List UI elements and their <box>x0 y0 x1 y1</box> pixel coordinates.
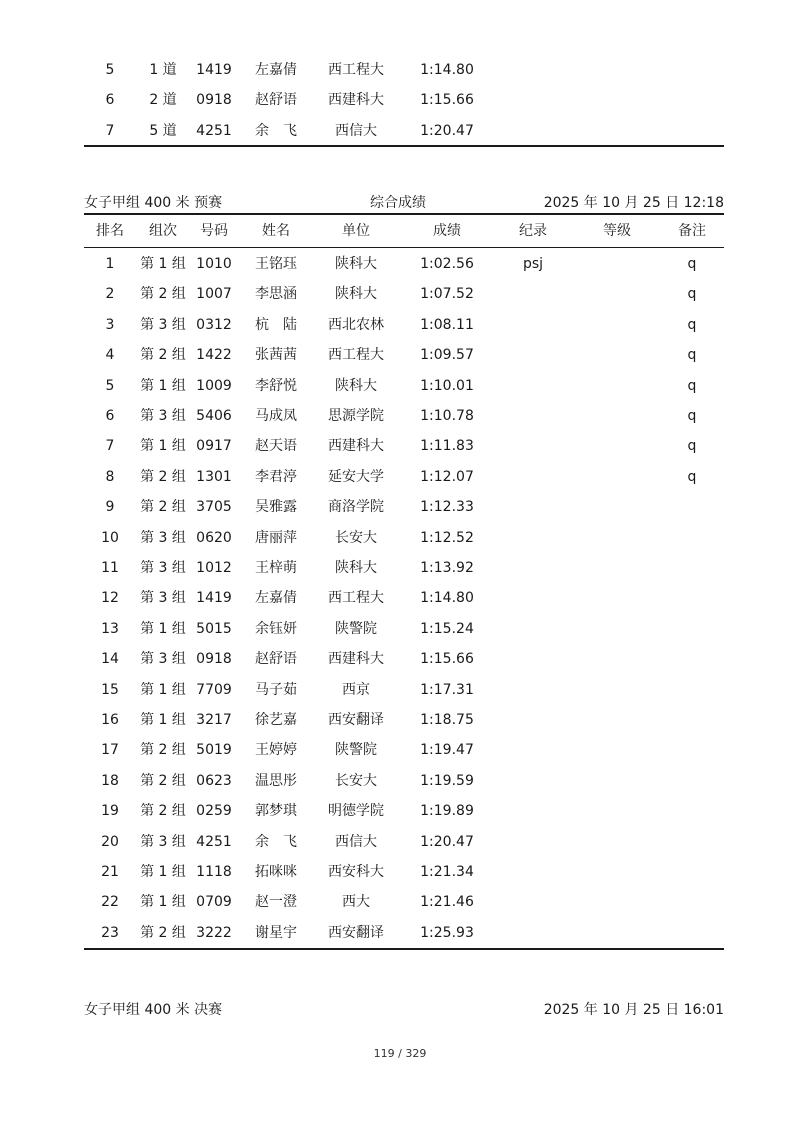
prelim-name-cell: 李思涵 <box>255 286 297 303</box>
prelim-heat-cell: 第 3 组 <box>140 560 186 576</box>
prelim-name-cell: 赵一澄 <box>255 894 297 911</box>
prelim-row <box>84 583 724 613</box>
prelim-name-cell: 余 飞 <box>255 833 297 850</box>
prelim-name-cell: 谢星宇 <box>255 924 297 941</box>
top-rank-cell: 7 <box>105 122 115 139</box>
prelim-event-title: 女子甲组 400 米 预赛 <box>84 195 223 211</box>
prelim-note-cell: q <box>687 256 697 272</box>
prelim-result-cell: 1:19.59 <box>420 772 474 789</box>
prelim-unit-cell: 长安大 <box>335 772 377 789</box>
prelim-unit-cell: 西工程大 <box>328 347 384 364</box>
prelim-heat-cell: 第 3 组 <box>140 316 186 333</box>
top-result-cell: 1:14.80 <box>420 62 474 78</box>
prelim-note-cell: q <box>687 377 697 394</box>
prelim-result-cell: 1:21.46 <box>420 894 474 911</box>
top-bib-cell: 4251 <box>196 122 232 139</box>
final-event-title: 女子甲组 400 米 决赛 <box>84 1002 223 1018</box>
prelim-rank-cell: 5 <box>105 377 115 394</box>
prelim-rank-cell: 21 <box>101 864 119 880</box>
prelim-unit-cell: 陕警院 <box>335 742 377 759</box>
header-rank: 排名 <box>96 223 124 239</box>
top-row <box>84 85 724 115</box>
prelim-rank-cell: 7 <box>105 438 115 455</box>
prelim-rank-cell: 11 <box>101 560 119 576</box>
prelim-unit-cell: 陕科大 <box>335 286 377 303</box>
prelim-row <box>84 523 724 553</box>
prelim-bib-cell: 1419 <box>196 590 232 607</box>
page-number: 119 / 329 <box>373 1047 427 1060</box>
header-heat: 组次 <box>149 223 177 239</box>
prelim-name-cell: 李君渟 <box>255 468 297 485</box>
prelim-note-cell: q <box>687 438 697 455</box>
prelim-rank-cell: 3 <box>105 316 115 333</box>
prelim-unit-cell: 西安科大 <box>328 864 384 880</box>
top-unit-cell: 西建科大 <box>328 92 384 109</box>
prelim-unit-cell: 西大 <box>342 894 370 911</box>
prelim-result-cell: 1:21.34 <box>420 864 474 880</box>
top-heat-cell: 5 道 <box>149 122 177 139</box>
prelim-unit-cell: 明德学院 <box>328 803 384 820</box>
prelim-heat-cell: 第 2 组 <box>140 924 186 941</box>
prelim-row <box>84 340 724 370</box>
prelim-result-cell: 1:13.92 <box>420 560 474 576</box>
prelim-bib-cell: 0620 <box>196 529 232 546</box>
prelim-result-cell: 1:12.52 <box>420 529 474 546</box>
prelim-bib-cell: 0623 <box>196 772 232 789</box>
prelim-unit-cell: 西建科大 <box>328 651 384 668</box>
prelim-row <box>84 887 724 917</box>
prelim-name-cell: 余钰妍 <box>255 620 297 637</box>
prelim-result-cell: 1:11.83 <box>420 438 474 455</box>
prelim-unit-cell: 陕警院 <box>335 620 377 637</box>
prelim-rank-cell: 15 <box>101 681 119 698</box>
prelim-heat-cell: 第 2 组 <box>140 347 186 364</box>
prelim-bib-cell: 0709 <box>196 894 232 911</box>
prelim-row <box>84 431 724 461</box>
prelim-heat-cell: 第 1 组 <box>140 256 186 272</box>
prelim-datetime: 2025 年 10 月 25 日 12:18 <box>543 195 724 211</box>
prelim-row <box>84 796 724 826</box>
top-heat-cell: 1 道 <box>149 62 177 78</box>
prelim-bib-cell: 1012 <box>196 560 232 576</box>
prelim-row <box>84 310 724 340</box>
final-datetime: 2025 年 10 月 25 日 16:01 <box>543 1002 724 1018</box>
prelim-name-cell: 李舒悦 <box>255 377 297 394</box>
prelim-name-cell: 马子茹 <box>255 681 297 698</box>
prelim-result-cell: 1:10.01 <box>420 377 474 394</box>
prelim-row <box>84 401 724 431</box>
header-unit: 单位 <box>342 223 370 239</box>
prelim-result-cell: 1:10.78 <box>420 408 474 424</box>
prelim-rank-cell: 18 <box>101 772 119 789</box>
prelim-name-cell: 王婷婷 <box>255 742 297 759</box>
prelim-name-cell: 杭 陆 <box>255 316 297 333</box>
prelim-heat-cell: 第 3 组 <box>140 408 186 424</box>
prelim-bib-cell: 3705 <box>196 499 232 516</box>
prelim-heat-cell: 第 3 组 <box>140 529 186 546</box>
prelim-rank-cell: 22 <box>101 894 119 911</box>
prelim-unit-cell: 陕科大 <box>335 377 377 394</box>
prelim-rank-cell: 9 <box>105 499 115 516</box>
prelim-rank-cell: 20 <box>101 833 119 850</box>
prelim-unit-cell: 西安翻译 <box>328 924 384 941</box>
prelim-row <box>84 249 724 279</box>
prelim-unit-cell: 陕科大 <box>335 256 377 272</box>
prelim-heat-cell: 第 3 组 <box>140 590 186 607</box>
prelim-bib-cell: 1009 <box>196 377 232 394</box>
prelim-rank-cell: 14 <box>101 651 119 668</box>
prelim-unit-cell: 思源学院 <box>328 408 384 424</box>
prelim-name-cell: 王梓萌 <box>255 560 297 576</box>
prelim-record-cell: psj <box>522 256 544 272</box>
prelim-row <box>84 675 724 705</box>
prelim-bib-cell: 1010 <box>196 256 232 272</box>
prelim-name-cell: 徐艺嘉 <box>255 712 297 728</box>
prelim-name-cell: 郭梦琪 <box>255 803 297 820</box>
prelim-unit-cell: 西北农林 <box>328 316 384 333</box>
prelim-note-cell: q <box>687 408 697 424</box>
prelim-heat-cell: 第 1 组 <box>140 620 186 637</box>
prelim-bib-cell: 5015 <box>196 620 232 637</box>
prelim-result-cell: 1:18.75 <box>420 712 474 728</box>
prelim-row <box>84 553 724 583</box>
top-unit-cell: 西工程大 <box>328 62 384 78</box>
prelim-bib-cell: 1007 <box>196 286 232 303</box>
header-bottom-rule <box>84 247 724 248</box>
prelim-bib-cell: 3222 <box>196 924 232 941</box>
prelim-heat-cell: 第 1 组 <box>140 681 186 698</box>
prelim-rank-cell: 12 <box>101 590 119 607</box>
prelim-heat-cell: 第 2 组 <box>140 803 186 820</box>
prelim-bib-cell: 5019 <box>196 742 232 759</box>
prelim-result-cell: 1:14.80 <box>420 590 474 607</box>
table-header <box>84 215 724 247</box>
prelim-bib-cell: 1118 <box>196 864 232 880</box>
prelim-heat-cell: 第 2 组 <box>140 468 186 485</box>
prelim-rank-cell: 16 <box>101 712 119 728</box>
top-row <box>84 116 724 146</box>
prelim-note-cell: q <box>687 316 697 333</box>
prelim-bib-cell: 1422 <box>196 347 232 364</box>
prelim-row <box>84 644 724 674</box>
prelim-rank-cell: 23 <box>101 924 119 941</box>
prelim-name-cell: 赵天语 <box>255 438 297 455</box>
prelim-row <box>84 492 724 522</box>
prelim-heat-cell: 第 3 组 <box>140 833 186 850</box>
header-grade: 等级 <box>603 223 631 239</box>
prelim-bib-cell: 5406 <box>196 408 232 424</box>
prelim-result-cell: 1:19.47 <box>420 742 474 759</box>
prelim-heat-cell: 第 1 组 <box>140 377 186 394</box>
prelim-unit-cell: 西京 <box>342 681 370 698</box>
top-row <box>84 55 724 85</box>
prelim-rank-cell: 17 <box>101 742 119 759</box>
prelim-result-cell: 1:20.47 <box>420 833 474 850</box>
prelim-heat-cell: 第 2 组 <box>140 286 186 303</box>
prelim-heat-cell: 第 2 组 <box>140 499 186 516</box>
prelim-rank-cell: 19 <box>101 803 119 820</box>
header-note: 备注 <box>678 223 706 239</box>
header-result: 成绩 <box>433 223 461 239</box>
top-unit-cell: 西信大 <box>335 122 377 139</box>
top-name-cell: 赵舒语 <box>255 92 297 109</box>
prelim-name-cell: 王铭珏 <box>255 256 297 272</box>
prelim-name-cell: 马成凤 <box>255 408 297 424</box>
prelim-unit-cell: 西安翻译 <box>328 712 384 728</box>
prelim-unit-cell: 长安大 <box>335 529 377 546</box>
prelim-row <box>84 735 724 765</box>
prelim-row <box>84 827 724 857</box>
prelim-note-cell: q <box>687 468 697 485</box>
prelim-result-cell: 1:25.93 <box>420 924 474 941</box>
prelim-bib-cell: 0917 <box>196 438 232 455</box>
top-heat-cell: 2 道 <box>149 92 177 109</box>
header-name: 姓名 <box>262 223 290 239</box>
prelim-bib-cell: 7709 <box>196 681 232 698</box>
prelim-bib-cell: 0918 <box>196 651 232 668</box>
prelim-rank-cell: 8 <box>105 468 115 485</box>
prelim-heat-cell: 第 2 组 <box>140 742 186 759</box>
prelim-bib-cell: 0259 <box>196 803 232 820</box>
prelim-bib-cell: 3217 <box>196 712 232 728</box>
prelim-row <box>84 462 724 492</box>
prelim-heat-cell: 第 2 组 <box>140 772 186 789</box>
prelim-heat-cell: 第 3 组 <box>140 651 186 668</box>
prelim-name-cell: 唐丽萍 <box>255 529 297 546</box>
prelim-result-cell: 1:19.89 <box>420 803 474 820</box>
prelim-row <box>84 766 724 796</box>
prelim-unit-cell: 西工程大 <box>328 590 384 607</box>
prelim-unit-cell: 陕科大 <box>335 560 377 576</box>
top-rank-cell: 6 <box>105 92 115 109</box>
prelim-result-cell: 1:02.56 <box>420 256 474 272</box>
prelim-row <box>84 918 724 948</box>
top-bib-cell: 1419 <box>196 62 232 78</box>
top-rank-cell: 5 <box>105 62 115 78</box>
prelim-bib-cell: 4251 <box>196 833 232 850</box>
prelim-result-cell: 1:12.33 <box>420 499 474 516</box>
prelim-result-cell: 1:07.52 <box>420 286 474 303</box>
prelim-note-cell: q <box>687 286 697 303</box>
prelim-unit-cell: 西信大 <box>335 833 377 850</box>
prelim-result-cell: 1:15.66 <box>420 651 474 668</box>
prelim-bib-cell: 0312 <box>196 316 232 333</box>
prelim-heat-cell: 第 1 组 <box>140 864 186 880</box>
prelim-heat-cell: 第 1 组 <box>140 438 186 455</box>
prelim-name-cell: 张茜茜 <box>255 347 297 364</box>
prelim-table-bottom-rule <box>84 948 724 950</box>
prelim-rank-cell: 10 <box>101 529 119 546</box>
prelim-rank-cell: 4 <box>105 347 115 364</box>
top-table-bottom-rule <box>84 145 724 147</box>
prelim-section-title: 综合成绩 <box>370 195 426 211</box>
prelim-name-cell: 拓咪咪 <box>255 864 297 880</box>
top-bib-cell: 0918 <box>196 92 232 109</box>
prelim-name-cell: 温思彤 <box>255 772 297 789</box>
prelim-rank-cell: 2 <box>105 286 115 303</box>
prelim-result-cell: 1:12.07 <box>420 468 474 485</box>
prelim-result-cell: 1:08.11 <box>420 316 474 333</box>
prelim-name-cell: 赵舒语 <box>255 651 297 668</box>
prelim-unit-cell: 商洛学院 <box>328 499 384 516</box>
prelim-row <box>84 371 724 401</box>
prelim-rank-cell: 1 <box>105 256 115 272</box>
prelim-bib-cell: 1301 <box>196 468 232 485</box>
header-record: 纪录 <box>519 223 547 239</box>
top-name-cell: 余 飞 <box>255 122 297 139</box>
prelim-name-cell: 吴雅露 <box>255 499 297 516</box>
prelim-rank-cell: 13 <box>101 620 119 637</box>
prelim-unit-cell: 西建科大 <box>328 438 384 455</box>
prelim-row <box>84 857 724 887</box>
prelim-heat-cell: 第 1 组 <box>140 894 186 911</box>
prelim-heat-cell: 第 1 组 <box>140 712 186 728</box>
prelim-row <box>84 705 724 735</box>
prelim-rank-cell: 6 <box>105 408 115 424</box>
header-bib: 号码 <box>200 223 228 239</box>
top-name-cell: 左嘉倩 <box>255 62 297 78</box>
prelim-result-cell: 1:09.57 <box>420 347 474 364</box>
prelim-row <box>84 614 724 644</box>
top-result-cell: 1:15.66 <box>420 92 474 109</box>
prelim-note-cell: q <box>687 347 697 364</box>
prelim-unit-cell: 延安大学 <box>328 468 384 485</box>
top-result-cell: 1:20.47 <box>420 122 474 139</box>
prelim-result-cell: 1:17.31 <box>420 681 474 698</box>
prelim-name-cell: 左嘉倩 <box>255 590 297 607</box>
prelim-row <box>84 279 724 309</box>
prelim-result-cell: 1:15.24 <box>420 620 474 637</box>
